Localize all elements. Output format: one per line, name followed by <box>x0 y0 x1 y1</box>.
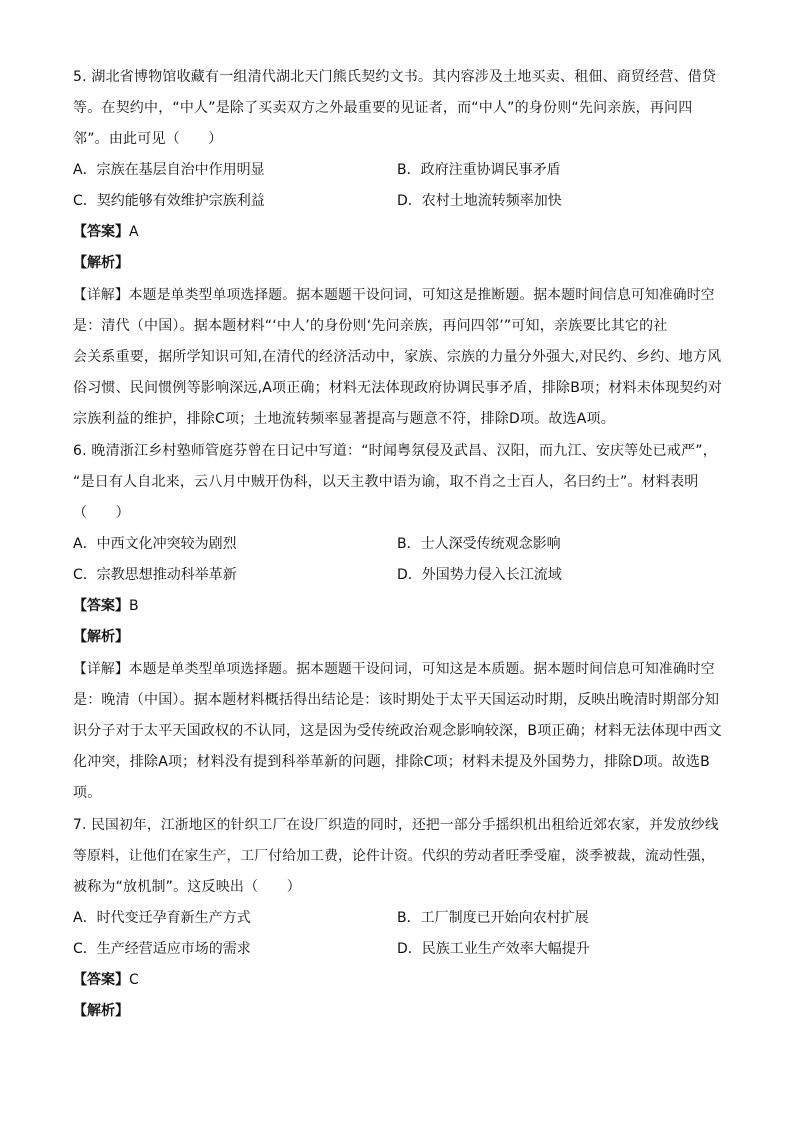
answer-label: 【答案】 <box>73 972 129 988</box>
question-5-stem-line-3: 邻”。由此可见（ ） <box>73 131 223 147</box>
question-6-answer <box>73 596 139 616</box>
question-7-option-a: A．时代变迁孕育新生产方式 <box>73 910 251 926</box>
question-7-option-d: D．民族工业生产效率大幅提升 <box>397 941 590 957</box>
question-5-detail-line-4: 俗习惯、民间惯例等影响深远,A项正确；材料无法体现政府协调民事矛盾，排除B项；材料未体现契约对 <box>73 380 723 396</box>
question-6-stem-line-3: （ ） <box>73 505 130 521</box>
question-6-option-b: B．士人深受传统观念影响 <box>397 536 561 552</box>
question-7-stem-line-3: 被称为“放机制”。这反映出（ ） <box>73 879 301 895</box>
answer-label: 【答案】 <box>73 598 129 614</box>
question-5-option-a: A．宗族在基层自治中作用明显 <box>73 162 265 178</box>
question-6-option-d: D．外国势力侵入长江流域 <box>397 567 562 583</box>
answer-label: 【答案】 <box>73 224 129 240</box>
question-6-detail-line-1: 【详解】本题是单类型单项选择题。据本题题干设问词，可知这是本质题。据本题时间信息可知准确时空 <box>73 661 715 677</box>
question-6-detail-line-5: 项。 <box>73 785 102 801</box>
answer-value: A <box>129 224 139 240</box>
question-5-detail-line-5: 宗族利益的维护，排除C项；土地流转频率显著提高与题意不符，排除D项。故选A项。 <box>73 411 615 427</box>
question-6-stem-line-1: 6. 晚清浙江乡村塾师管庭芬曾在日记中写道：“时闻粤氛侵及武昌、汉阳，而九江、安庆等处已戒严”， <box>73 443 717 459</box>
question-7-option-c: C．生产经营适应市场的需求 <box>73 941 251 957</box>
question-5-option-d: D．农村土地流转频率加快 <box>397 193 562 209</box>
question-5-detail-line-3: 会关系重要，据所学知识可知,在清代的经济活动中，家族、宗族的力量分外强大,对民约、乡约、地方风 <box>73 349 722 365</box>
question-7-answer <box>73 970 139 990</box>
question-7-stem-line-1: 7. 民国初年，江浙地区的针织工厂在设厂织造的同时，还把一部分手摇织机出租给近郊农家，并发放纱线 <box>73 817 719 833</box>
question-5-detail-line-2: 是：清代（中国）。据本题材料“‘中人’的身份则‘先问亲族，再问四邻’”可知，亲族要比其它的社 <box>73 318 668 334</box>
answer-value: C <box>129 972 139 988</box>
question-5-analysis-label: 【解析】 <box>73 255 129 271</box>
question-5-option-c: C．契约能够有效维护宗族利益 <box>73 193 265 209</box>
question-5-detail-line-1: 【详解】本题是单类型单项选择题。据本题题干设问词，可知这是推断题。据本题时间信息可知准确时空 <box>73 287 715 303</box>
question-6-detail-line-3: 识分子对于太平天国政权的不认同，这是因为受传统政治观念影响较深，B项正确；材料无法体现中西文 <box>73 723 722 739</box>
question-7-option-b: B．工厂制度已开始向农村扩展 <box>397 910 589 926</box>
answer-value: B <box>129 598 139 614</box>
question-7-analysis-label: 【解析】 <box>73 1003 129 1019</box>
question-5-stem-line-2: 等。在契约中，“中人”是除了买卖双方之外最重要的见证者，而“中人”的身份则“先问亲族，再问四 <box>73 100 693 116</box>
question-5-answer <box>73 222 139 242</box>
question-6-analysis-label: 【解析】 <box>73 629 129 645</box>
question-6-option-a: A．中西文化冲突较为剧烈 <box>73 536 237 552</box>
question-6-option-c: C．宗教思想推动科举革新 <box>73 567 237 583</box>
question-5-stem-line-1: 5. 湖北省博物馆收藏有一组清代湖北天门熊氏契约文书。其内容涉及土地买卖、租佃、商贸经营、借贷 <box>73 69 717 85</box>
question-5-option-b: B．政府注重协调民事矛盾 <box>397 162 561 178</box>
question-6-stem-line-2: “是日有人自北来，云八月中贼开伪科，以天主教中语为谕，取不肖之士百人，名曰约士”。材料表明 <box>73 474 699 490</box>
question-7-stem-line-2: 等原料，让他们在家生产，工厂付给加工费，论件计资。代织的劳动者旺季受雇，淡季被裁，流动性强， <box>73 848 715 864</box>
question-6-detail-line-2: 是：晚清（中国）。据本题材料概括得出结论是：该时期处于太平天国运动时期，反映出晚清时期部分知 <box>73 692 720 708</box>
question-6-detail-line-4: 化冲突，排除A项；材料没有提到科举革新的问题，排除C项；材料未提及外国势力，排除D项。故选B <box>73 754 710 770</box>
